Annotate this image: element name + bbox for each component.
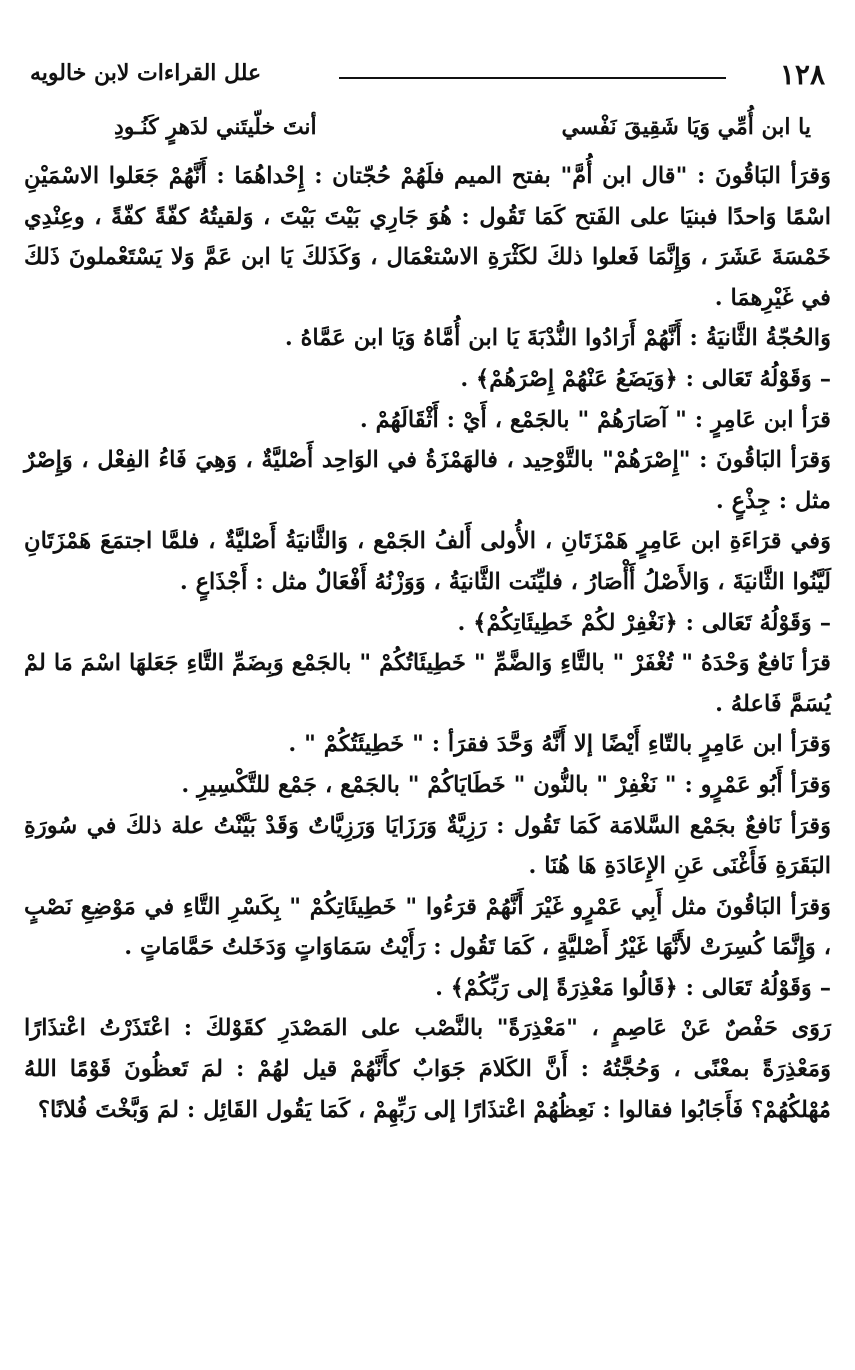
paragraph: – وَقَوْلُهُ تَعَالى : ﴿نَغْفِرْ لكُمْ خَطِيئَاتِكُمْ﴾ .: [457, 609, 831, 636]
paragraph: وَقرَأ ابن عَامِرٍ بالتّاءِ أَيْضًا إلا أَنَّهُ وَحَّدَ فقرَأ : " خَطِيئَتُكُمْ " .: [288, 731, 831, 758]
page-header: [24, 40, 831, 100]
paragraph: قرَأ ابن عَامِرٍ : " آصَارَهُمْ " بالجَمْع ، أَيْ : أَثْقَالَهُمْ .: [359, 406, 831, 433]
paragraph: قرَأ نَافعٌ وَحْدَهُ " تُغْفَرْ " بالتَّاءِ وَالضَّمِّ " خَطِيئَاتُكُمْ " بالجَمْع وَبِضَمِّ التَّاءِ جَعَلهَا اسْمَ مَا لمْ يُسَمَّ فَاعلهُ .: [24, 650, 831, 717]
paragraph: وَقرَأ أَبُو عَمْرٍو : " نَغْفِرْ " بالنُّون " خَطَايَاكُمْ " بالجَمْع ، جَمْع للتَّكْسِيرِ .: [181, 771, 831, 798]
poetry-verse: [24, 100, 831, 156]
body-text: [24, 156, 831, 1130]
paragraph: – وَقَوْلُهُ تَعَالى : ﴿وَيَضَعُ عَنْهُمْ إِصْرَهُمْ﴾ .: [460, 365, 831, 392]
verse-second-hemistich: أنتَ خلّيتَني لدَهرٍ كَنُـودِ: [114, 114, 317, 140]
page-number: ١٢٨: [779, 58, 825, 91]
paragraph: رَوَى حَفْصٌ عَنْ عَاصِمٍ ، "مَعْذِرَةً" بالنَّصْب على المَصْدَرِ كقَوْلكَ : اعْتَذَرْتُ اعْتذَارًا وَمَعْذِرَةً بمعْنًى ، وَحُجَّتُهُ : أَنَّ الكَلامَ جَوَابٌ كأَنَّهُمْ قيل لهُمْ : لمَ تَعظُونَ قَوْمًا اللهُ مُهْلكُهُمْ؟ فَأَجَابُوا فقالوا : نَعِظُهُمْ اعْتذَارًا إلى رَبِّهِمْ ، كَمَا يَقُول القَائِل : لمَ وَبَّخْتَ فُلانًا؟: [24, 1015, 831, 1123]
paragraph: وَفي قرَاءَةِ ابن عَامِرٍ هَمْزَتَانِ ، الأُولى أَلفُ الجَمْع ، وَالثَّانيَةُ أَصْليَّةٌ ، فلمَّا اجتمَعَ هَمْزَتَانِ لَيَّنُوا الثَّانيَةَ ، وَالأَصْلُ أَأْصَارُ ، فليِّنَت الثَّانيَةُ ، وَوَزْنُهُ أَفْعَالٌ مثل : أَجْذَاعٍ .: [24, 528, 831, 595]
header-rule: [339, 77, 726, 79]
paragraph: وَالحُجّةُ الثَّانيَةُ : أَنَّهُمْ أَرَادُوا النُّدْبَةَ يَا ابن أُمَّاهُ وَيَا ابن عَمَّاهُ .: [284, 325, 831, 352]
paragraph: وَقرَأ البَاقُونَ مثل أَبِي عَمْرٍو غَيْرَ أَنَّهُمْ قرَءُوا " خَطِيئَاتِكُمْ " بِكَسْرِ التَّاءِ في مَوْضِعِ نَصْبٍ ، وَإِنَّمَا كُسِرَتْ لأَنَّهَا غَيْرُ أَصْليَّةٍ ، كَمَا تَقُول : رَأَيْتُ سَمَاوَاتٍ وَدَخَلتُ حَمَّامَاتٍ .: [24, 893, 831, 961]
book-title: علل القراءات لابن خالويه: [30, 60, 262, 86]
verse-first-hemistich: يا ابن أُمِّي وَيَا شَقِيقَ نَفْسي: [561, 114, 811, 140]
paragraph: وَقرَأ البَاقُونَ : "إِصْرَهُمْ" بالتَّوْحِيد ، فالهَمْزَةُ في الوَاحِد أَصْليَّةٌ ، وَهِيَ فَاءُ الفِعْل ، وَإِصْرٌ مثل : جِذْعٍ .: [24, 447, 831, 514]
paragraph: وَقرَأ البَاقُونَ : "قال ابن أُمَّ" بفتح الميم فلَهُمْ حُجّتان : إِحْداهُمَا : أَنَّهُمْ جَعَلوا الاسْمَيْنِ اسْمًا وَاحدًا فبنيَا على الفَتح كَمَا تَقُول : هُوَ جَارِي بَيْتَ بَيْتَ ، وَلقيتُهُ كفّةً كفّةً ، وعِنْدِي خَمْسَةَ عَشَرَ ، وَإِنَّمَا فَعلوا ذلكَ لكَثْرَةِ الاسْتعْمَال ، وَكَذَلكَ يَا ابن عَمَّ وَلا يَسْتَعْملونَ ذَلكَ في غَيْرِهمَا .: [24, 163, 831, 311]
document-page: [24, 40, 831, 1350]
paragraph: وَقرَأ نَافعٌ بجَمْع السَّلامَة كَمَا تَقُول : رَزِيَّةٌ وَرَزَايَا وَرَزِيَّاتٌ وَقَدْ بَيَّنْتُ علة ذلكَ في سُورَةِ البَقَرَةِ فَأَغْنَى عَنِ الإِعَادَةِ هَا هُنَا .: [24, 812, 831, 880]
paragraph: – وَقَوْلُهُ تَعَالى : ﴿قَالُوا مَعْذِرَةً إلى رَبِّكُمْ﴾ .: [435, 974, 831, 1001]
